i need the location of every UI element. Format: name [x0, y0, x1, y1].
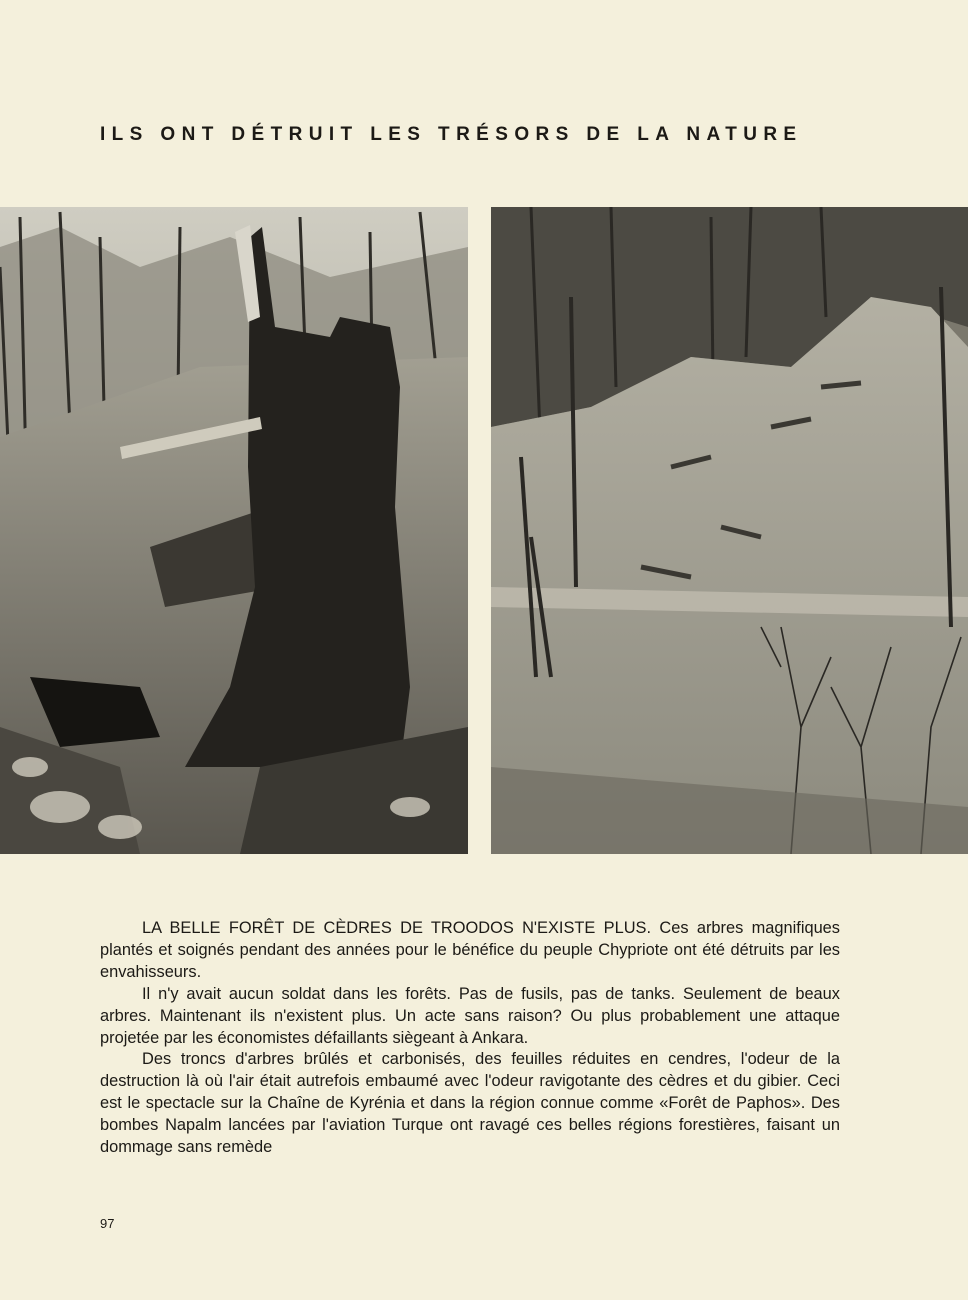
article-text — [100, 918, 840, 1159]
burnt-forest-slope-photo — [491, 207, 968, 854]
burnt-tree-stump-photo — [0, 207, 468, 854]
article-paragraph: Il n'y avait aucun soldat dans les forêts. Pas de fusils, pas de tanks. Seulement de beaux arbres. Maintenant ils n'existent plus. Un acte sans raison? Ou plus probablement une attaque projetée par les économistes défaillants siègeant à Ankara. — [100, 984, 840, 1047]
article-paragraph: Des troncs d'arbres brûlés et carbonisés, des feuilles réduites en cendres, l'odeur de la destruction là où l'air était autrefois embaumé avec l'odeur ravigotante des cèdres et du gibier. Ceci est le spectacle sur la Chaîne de Kyrénia et dans la région connue comme «Forêt de Paphos». Des bombes Napalm lancées par l'aviation Turque ont ravagé ces belles régions forestières, faisant un dommage sans remède — [100, 1050, 840, 1157]
page-title: ILS ONT DÉTRUIT LES TRÉSORS DE LA NATURE — [100, 124, 803, 145]
article-paragraph: LA BELLE FORÊT DE CÈDRES DE TROODOS N'EXISTE PLUS. Ces arbres magnifiques plantés et soignés pendant des années pour le bénéfice du peuple Chypriote ont été détruits par les envahisseurs. — [100, 919, 840, 981]
page-number: 97 — [100, 1216, 115, 1231]
